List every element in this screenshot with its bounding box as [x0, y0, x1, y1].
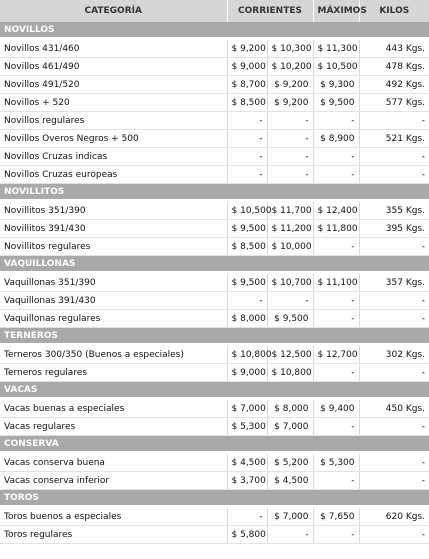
- price-max-cell: $ 10,700: [267, 274, 313, 292]
- category-name: Novillos Cruzas europeas: [0, 166, 227, 184]
- section-header: [0, 382, 429, 398]
- table-row: [0, 148, 429, 166]
- maximo-cell: -: [313, 112, 359, 130]
- maximo-cell: $ 8,900: [313, 130, 359, 148]
- maximo-cell: $ 5,300: [313, 454, 359, 472]
- table-row: [0, 112, 429, 130]
- price-min-cell: -: [227, 292, 267, 310]
- category-name: Novillos Cruzas indicas: [0, 148, 227, 166]
- table-body: [0, 22, 429, 544]
- kilos-cell: -: [359, 292, 429, 310]
- table-row: [0, 40, 429, 58]
- table-row: [0, 166, 429, 184]
- maximo-cell: $ 12,400: [313, 202, 359, 220]
- price-min-cell: -: [227, 130, 267, 148]
- price-max-cell: -: [267, 130, 313, 148]
- maximo-cell: -: [313, 166, 359, 184]
- kilos-cell: 492 Kgs.: [359, 76, 429, 94]
- category-name: Vacas conserva inferior: [0, 472, 227, 490]
- kilos-cell: -: [359, 526, 429, 544]
- header-categoria: CATEGORÍA: [0, 0, 227, 22]
- kilos-cell: 355 Kgs.: [359, 202, 429, 220]
- table-row: [0, 130, 429, 148]
- price-min-cell: $ 10,500: [227, 202, 267, 220]
- price-max-cell: $ 10,300: [267, 40, 313, 58]
- kilos-cell: 620 Kgs.: [359, 508, 429, 526]
- section-title: CONSERVA: [0, 436, 429, 452]
- price-max-cell: -: [267, 526, 313, 544]
- header-kilos: KILOS: [359, 0, 429, 22]
- price-max-cell: $ 9,200: [267, 76, 313, 94]
- category-name: Vaquillonas regulares: [0, 310, 227, 328]
- maximo-cell: $ 11,800: [313, 220, 359, 238]
- price-max-cell: $ 4,500: [267, 472, 313, 490]
- maximo-cell: -: [313, 472, 359, 490]
- kilos-cell: -: [359, 472, 429, 490]
- price-max-cell: $ 9,500: [267, 310, 313, 328]
- price-max-cell: $ 10,000: [267, 238, 313, 256]
- price-max-cell: -: [267, 292, 313, 310]
- section-header: [0, 436, 429, 452]
- kilos-cell: 577 Kgs.: [359, 94, 429, 112]
- maximo-cell: -: [313, 418, 359, 436]
- category-name: Vaquillonas 391/430: [0, 292, 227, 310]
- price-max-cell: $ 7,000: [267, 508, 313, 526]
- maximo-cell: $ 7,650: [313, 508, 359, 526]
- maximo-cell: -: [313, 364, 359, 382]
- maximo-cell: -: [313, 148, 359, 166]
- table-row: [0, 364, 429, 382]
- category-name: Toros regulares: [0, 526, 227, 544]
- category-name: Novillos 461/490: [0, 58, 227, 76]
- price-max-cell: $ 11,700: [267, 202, 313, 220]
- category-name: Vacas regulares: [0, 418, 227, 436]
- price-min-cell: $ 5,300: [227, 418, 267, 436]
- table-row: [0, 508, 429, 526]
- kilos-cell: 357 Kgs.: [359, 274, 429, 292]
- section-title: VAQUILLONAS: [0, 256, 429, 272]
- category-name: Novillos 491/520: [0, 76, 227, 94]
- category-name: Vacas buenas a especiales: [0, 400, 227, 418]
- section-header: [0, 490, 429, 506]
- price-max-cell: $ 11,200: [267, 220, 313, 238]
- category-name: Vaquillonas 351/390: [0, 274, 227, 292]
- category-name: Novillos + 520: [0, 94, 227, 112]
- price-max-cell: $ 10,200: [267, 58, 313, 76]
- kilos-cell: -: [359, 112, 429, 130]
- price-max-cell: -: [267, 148, 313, 166]
- price-min-cell: $ 3,700: [227, 472, 267, 490]
- header-corrientes: CORRIENTES: [227, 0, 313, 22]
- price-min-cell: $ 9,000: [227, 58, 267, 76]
- maximo-cell: -: [313, 526, 359, 544]
- price-min-cell: -: [227, 112, 267, 130]
- maximo-cell: $ 10,500: [313, 58, 359, 76]
- table-row: [0, 346, 429, 364]
- section-title: TERNEROS: [0, 328, 429, 344]
- category-name: Novillitos regulares: [0, 238, 227, 256]
- kilos-cell: 521 Kgs.: [359, 130, 429, 148]
- table-row: [0, 418, 429, 436]
- kilos-cell: 443 Kgs.: [359, 40, 429, 58]
- price-min-cell: $ 9,500: [227, 220, 267, 238]
- price-min-cell: $ 8,500: [227, 94, 267, 112]
- section-title: VACAS: [0, 382, 429, 398]
- maximo-cell: -: [313, 238, 359, 256]
- table-row: [0, 58, 429, 76]
- price-max-cell: $ 9,200: [267, 94, 313, 112]
- kilos-cell: 450 Kgs.: [359, 400, 429, 418]
- category-name: Terneros 300/350 (Buenos a especiales): [0, 346, 227, 364]
- table-row: [0, 454, 429, 472]
- price-max-cell: $ 12,500: [267, 346, 313, 364]
- kilos-cell: 478 Kgs.: [359, 58, 429, 76]
- table-header-row: [0, 0, 429, 22]
- maximo-cell: $ 12,700: [313, 346, 359, 364]
- category-name: Novillos 431/460: [0, 40, 227, 58]
- price-min-cell: $ 9,000: [227, 364, 267, 382]
- kilos-cell: -: [359, 418, 429, 436]
- category-name: Novillos regulares: [0, 112, 227, 130]
- category-name: Novillitos 391/430: [0, 220, 227, 238]
- price-min-cell: $ 8,000: [227, 310, 267, 328]
- price-max-cell: $ 7,000: [267, 418, 313, 436]
- maximo-cell: $ 11,300: [313, 40, 359, 58]
- section-title: TOROS: [0, 490, 429, 506]
- table-row: [0, 202, 429, 220]
- maximo-cell: $ 9,300: [313, 76, 359, 94]
- price-max-cell: $ 10,800: [267, 364, 313, 382]
- maximo-cell: -: [313, 310, 359, 328]
- maximo-cell: $ 9,500: [313, 94, 359, 112]
- table-row: [0, 94, 429, 112]
- kilos-cell: 395 Kgs.: [359, 220, 429, 238]
- section-title: NOVILLITOS: [0, 184, 429, 200]
- kilos-cell: -: [359, 166, 429, 184]
- price-min-cell: $ 8,700: [227, 76, 267, 94]
- table-row: [0, 76, 429, 94]
- category-name: Toros buenos a especiales: [0, 508, 227, 526]
- price-max-cell: -: [267, 166, 313, 184]
- price-min-cell: $ 4,500: [227, 454, 267, 472]
- price-min-cell: $ 8,500: [227, 238, 267, 256]
- price-min-cell: $ 9,500: [227, 274, 267, 292]
- kilos-cell: -: [359, 454, 429, 472]
- price-max-cell: -: [267, 112, 313, 130]
- price-min-cell: -: [227, 508, 267, 526]
- price-min-cell: $ 10,800: [227, 346, 267, 364]
- maximo-cell: $ 9,400: [313, 400, 359, 418]
- table-row: [0, 238, 429, 256]
- header-maximos: MÁXIMOS: [313, 0, 359, 22]
- table-row: [0, 292, 429, 310]
- category-name: Vacas conserva buena: [0, 454, 227, 472]
- price-min-cell: $ 5,800: [227, 526, 267, 544]
- price-min-cell: -: [227, 166, 267, 184]
- table-row: [0, 274, 429, 292]
- price-max-cell: $ 8,000: [267, 400, 313, 418]
- section-header: [0, 22, 429, 37]
- table-row: [0, 472, 429, 490]
- price-min-cell: $ 9,200: [227, 40, 267, 58]
- price-max-cell: $ 5,200: [267, 454, 313, 472]
- section-header: [0, 256, 429, 272]
- kilos-cell: 302 Kgs.: [359, 346, 429, 364]
- maximo-cell: -: [313, 292, 359, 310]
- table-row: [0, 526, 429, 544]
- category-name: Novillitos 351/390: [0, 202, 227, 220]
- category-name: Terneros regulares: [0, 364, 227, 382]
- category-name: Novillos Overos Negros + 500: [0, 130, 227, 148]
- section-header: [0, 184, 429, 200]
- kilos-cell: -: [359, 364, 429, 382]
- kilos-cell: -: [359, 310, 429, 328]
- section-header: [0, 328, 429, 344]
- kilos-cell: -: [359, 238, 429, 256]
- maximo-cell: $ 11,100: [313, 274, 359, 292]
- section-title: NOVILLOS: [0, 22, 429, 37]
- table-row: [0, 220, 429, 238]
- table-row: [0, 400, 429, 418]
- kilos-cell: -: [359, 148, 429, 166]
- price-min-cell: $ 7,000: [227, 400, 267, 418]
- price-min-cell: -: [227, 148, 267, 166]
- table-row: [0, 310, 429, 328]
